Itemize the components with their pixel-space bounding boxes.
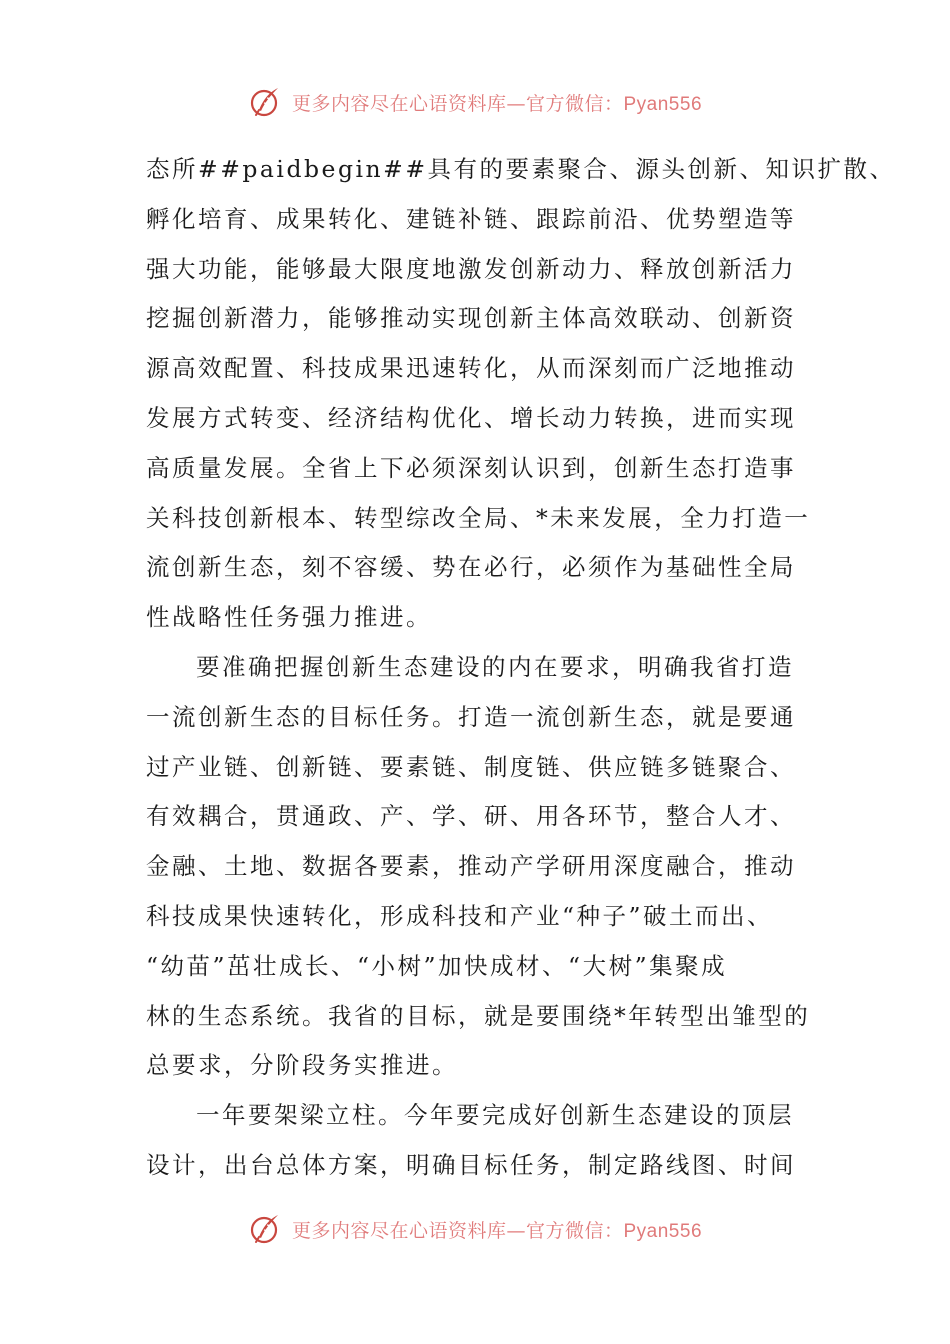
body-line: 高质量发展。全省上下必须深刻认识到，创新生态打造事: [146, 453, 796, 482]
body-line: “幼苗”茁壮成长、“小树”加快成材、“大树”集聚成: [146, 951, 728, 980]
paragraph-start-line: 要准确把握创新生态建设的内在要求，明确我省打造: [196, 652, 794, 681]
body-line: 关科技创新根本、转型综改全局、*未来发展，全力打造一: [146, 503, 811, 532]
body-line: 源高效配置、科技成果迅速转化，从而深刻而广泛地推动: [146, 354, 796, 383]
body-line: 金融、土地、数据各要素，推动产学研用深度融合，推动: [146, 852, 796, 881]
body-line: 强大功能，能够最大限度地激发创新动力、释放创新活力: [146, 254, 796, 283]
body-line: 态所##paidbegin##具有的要素聚合、源头创新、知识扩散、: [146, 155, 896, 183]
paragraph-start-line: 一年要架梁立柱。今年要完成好创新生态建设的顶层: [196, 1101, 794, 1130]
footer-watermark-banner: [0, 1207, 950, 1251]
body-line: 挖掘创新潜力，能够推动实现创新主体高效联动、创新资: [146, 304, 796, 333]
footer-watermark-text: 更多内容尽在心语资料库—官方微信：Pyan556: [291, 1219, 703, 1242]
feather-pen-icon: [248, 1211, 284, 1247]
body-line: 设计，出台总体方案，明确目标任务，制定路线图、时间: [146, 1150, 796, 1179]
body-line: 流创新生态，刻不容缓、势在必行，必须作为基础性全局: [146, 553, 796, 582]
feather-pen-icon: [248, 84, 284, 120]
body-line: 过产业链、创新链、要素链、制度链、供应链多链聚合、: [146, 752, 796, 781]
body-line: 林的生态系统。我省的目标，就是要围绕*年转型出雏型的: [146, 1001, 811, 1030]
body-line: 科技成果快速转化，形成科技和产业“种子”破土而出、: [146, 901, 774, 930]
document-body: [146, 145, 896, 1191]
body-line: 有效耦合，贯通政、产、学、研、用各环节，整合人才、: [146, 802, 796, 831]
body-line: 总要求，分阶段务实推进。: [146, 1051, 458, 1080]
header-watermark-handle: Pyan556: [623, 93, 703, 115]
body-line: 发展方式转变、经济结构优化、增长动力转换，进而实现: [146, 403, 796, 432]
header-watermark-text: 更多内容尽在心语资料库—官方微信：Pyan556: [291, 92, 703, 115]
body-line: 孵化培育、成果转化、建链补链、跟踪前沿、优势塑造等: [146, 204, 796, 233]
body-line: 性战略性任务强力推进。: [146, 603, 432, 632]
body-line: 一流创新生态的目标任务。打造一流创新生态，就是要通: [146, 702, 796, 731]
footer-watermark-handle: Pyan556: [623, 1220, 703, 1242]
header-watermark-banner: [0, 80, 950, 124]
